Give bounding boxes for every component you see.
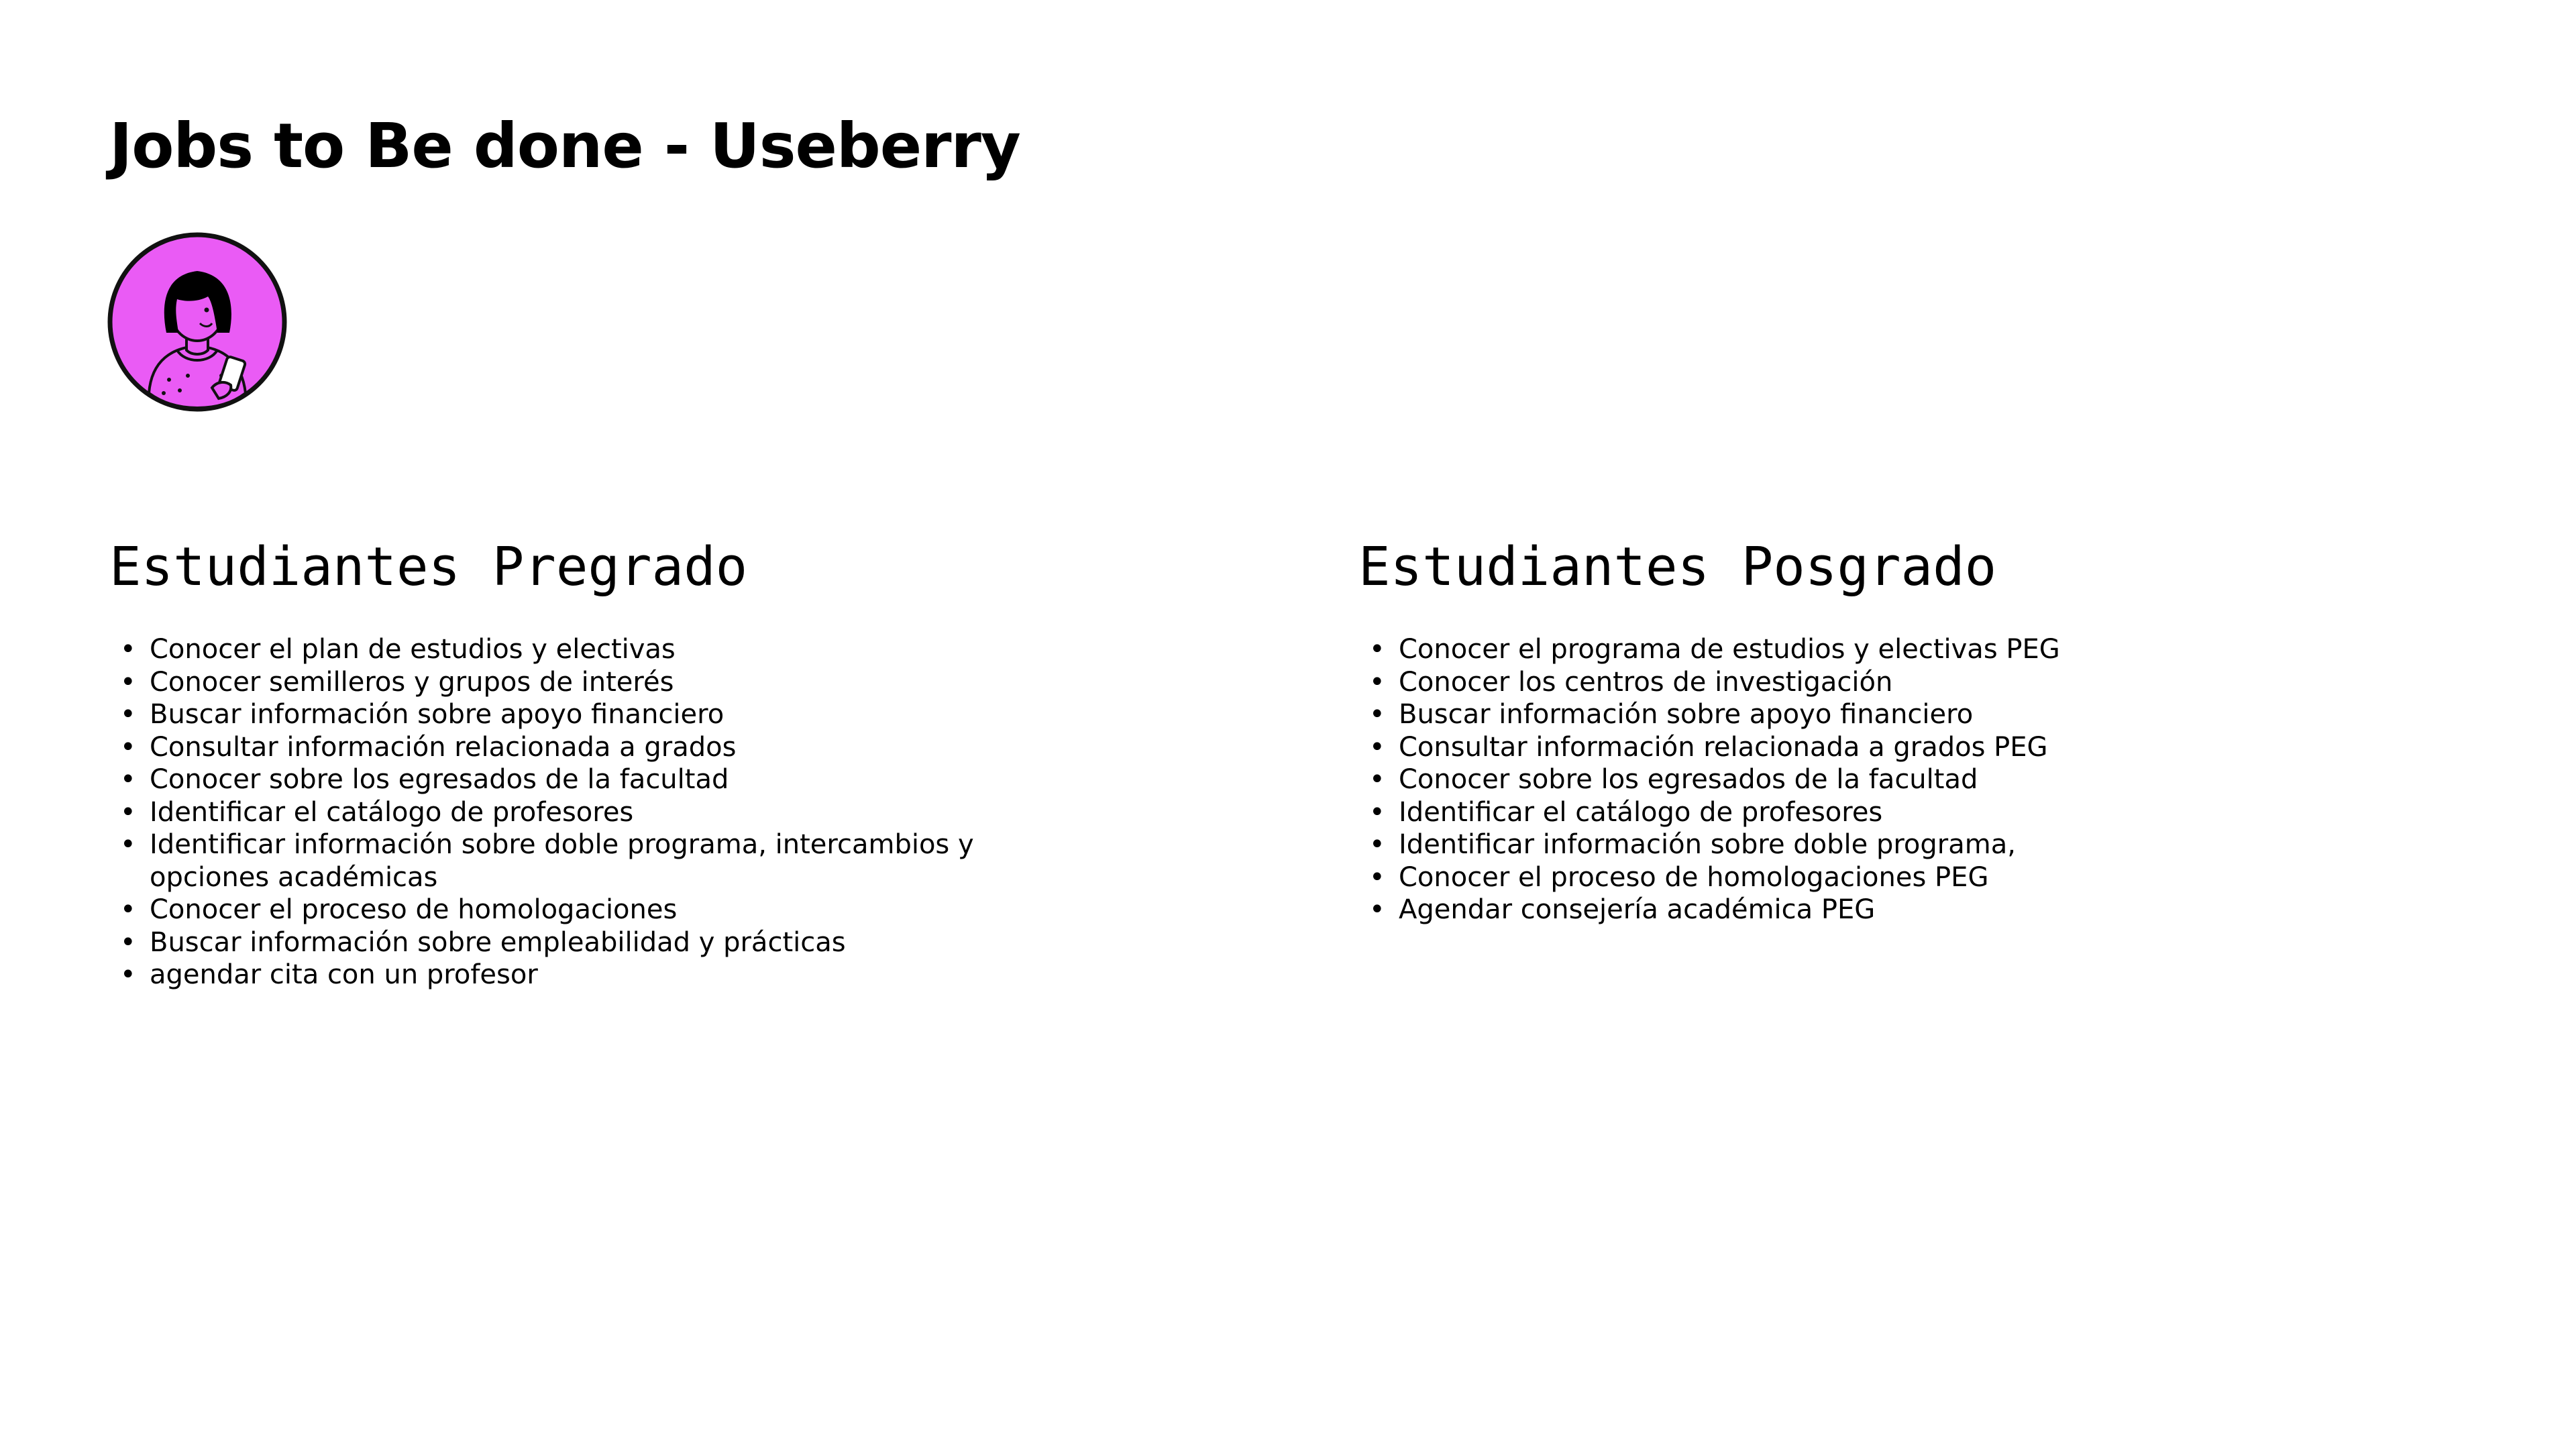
list-item: • Conocer semilleros y grupos de interés bbox=[109, 666, 1082, 699]
list-item: • Identificar el catálogo de profesores bbox=[1358, 796, 2331, 829]
avatar bbox=[107, 232, 287, 412]
column-posgrado bbox=[1358, 530, 2331, 926]
list-item: • Buscar información sobre apoyo financiero bbox=[109, 698, 1082, 731]
list-item: • Consultar información relacionada a grados PEG bbox=[1358, 731, 2331, 764]
list-item: • Identificar información sobre doble programa, intercambios y opciones académicas bbox=[109, 828, 1082, 894]
list-item: • Conocer sobre los egresados de la facultad bbox=[1358, 763, 2331, 796]
column-pregrado bbox=[109, 530, 1082, 991]
job-list bbox=[109, 633, 1082, 991]
list-item: • Conocer el proceso de homologaciones PEG bbox=[1358, 861, 2331, 894]
page-title: Jobs to Be done - Useberry bbox=[109, 110, 1020, 182]
list-item: • agendar cita con un profesor bbox=[109, 959, 1082, 991]
list-item: • Identificar información sobre doble programa, bbox=[1358, 828, 2331, 861]
list-item: • Identificar el catálogo de profesores bbox=[109, 796, 1082, 829]
list-item: • Conocer el plan de estudios y electivas bbox=[109, 633, 1082, 666]
list-item: • Agendar consejería académica PEG bbox=[1358, 894, 2331, 926]
person-with-phone-icon bbox=[107, 232, 287, 412]
column-heading: Estudiantes Pregrado bbox=[109, 536, 748, 598]
list-item: • Conocer los centros de investigación bbox=[1358, 666, 2331, 699]
list-item: • Conocer sobre los egresados de la facultad bbox=[109, 763, 1082, 796]
list-item: • Conocer el proceso de homologaciones bbox=[109, 894, 1082, 926]
job-list bbox=[1358, 633, 2331, 926]
list-item: • Buscar información sobre apoyo financiero bbox=[1358, 698, 2331, 731]
list-item: • Buscar información sobre empleabilidad y prácticas bbox=[109, 926, 1082, 959]
column-heading: Estudiantes Posgrado bbox=[1358, 536, 1997, 598]
list-item: • Conocer el programa de estudios y electivas PEG bbox=[1358, 633, 2331, 666]
list-item: • Consultar información relacionada a grados bbox=[109, 731, 1082, 764]
